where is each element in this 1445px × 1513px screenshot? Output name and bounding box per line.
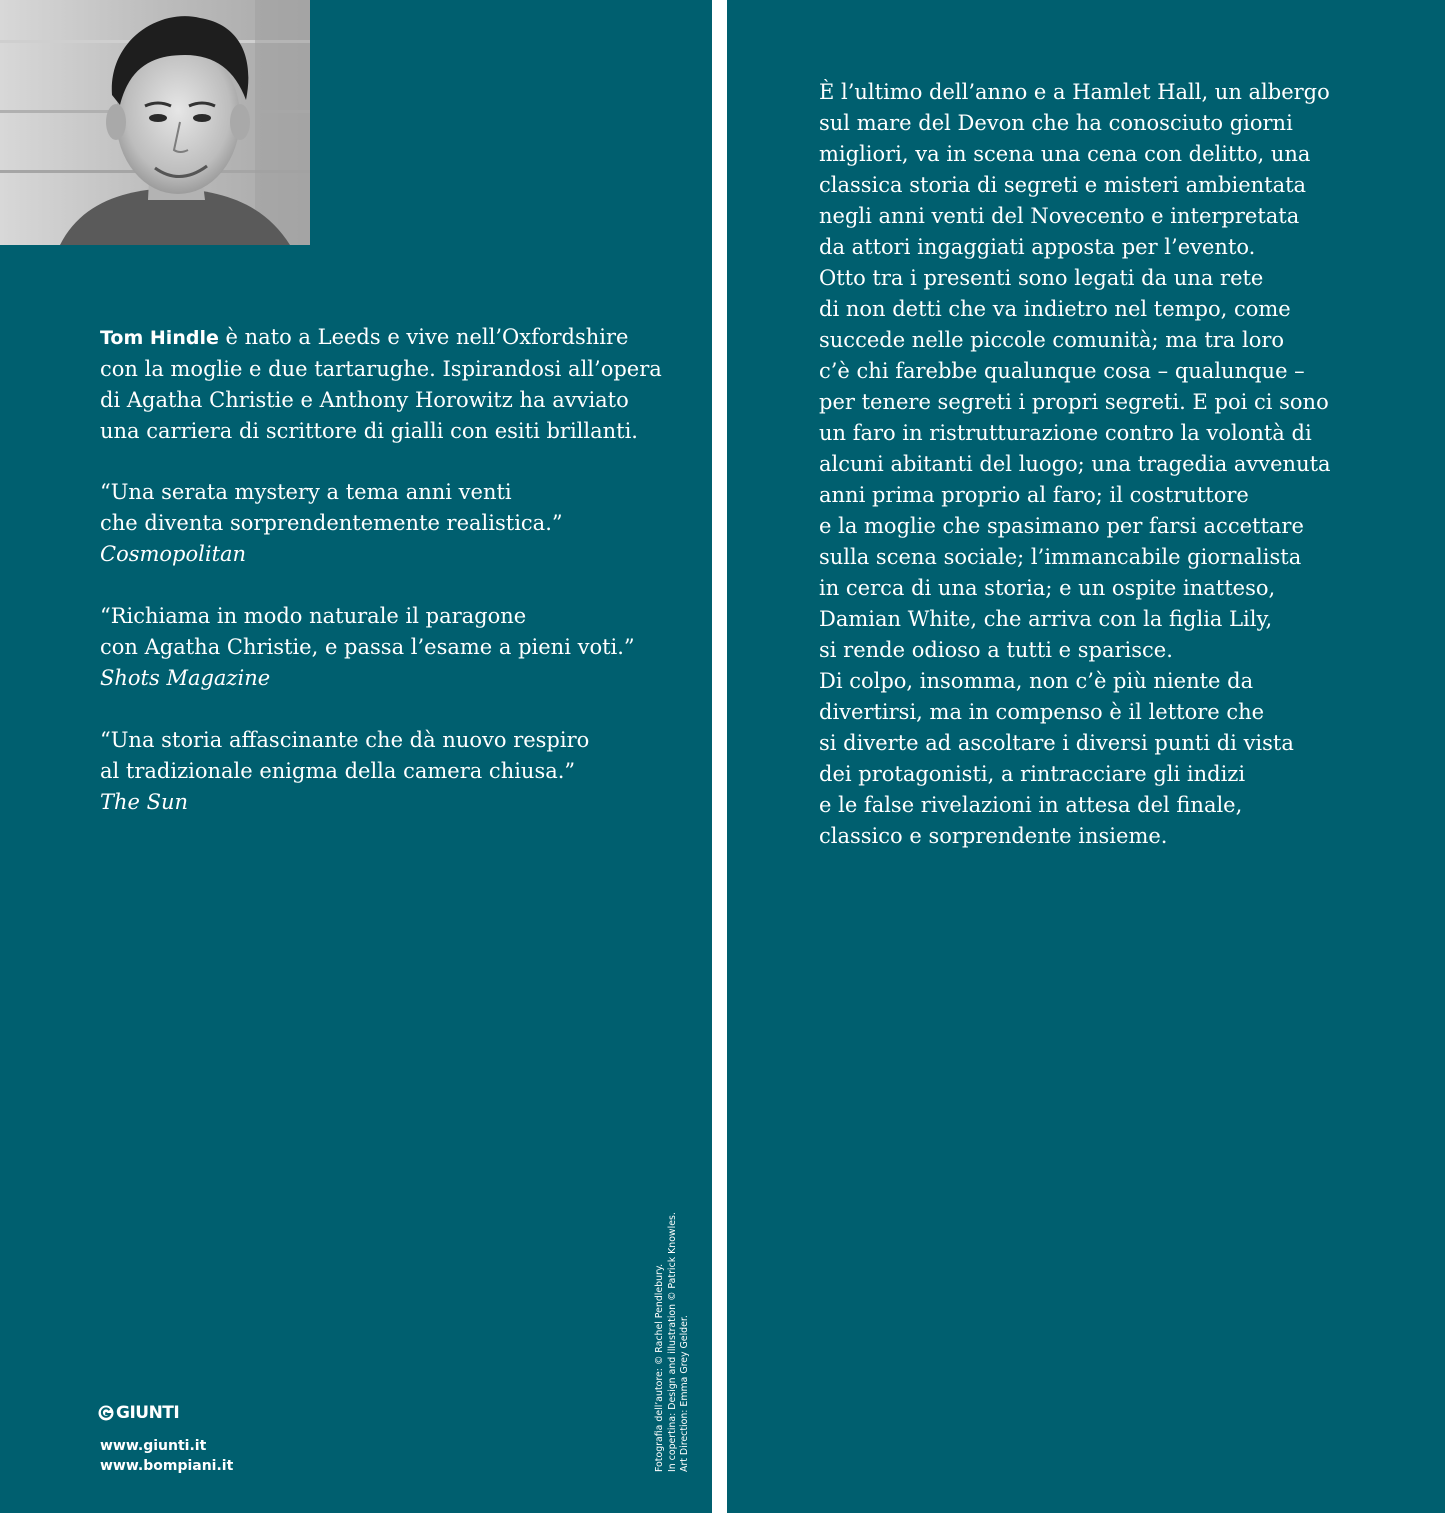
author-bio-line: con la moglie e due tartarughe. Ispirandosi all’opera — [100, 357, 662, 381]
blurb-line: migliori, va in scena una cena con delitto, una — [819, 142, 1311, 166]
blurb-line: e la moglie che spasimano per farsi accettare — [819, 514, 1304, 538]
blurb-line: classico e sorprendente insieme. — [819, 824, 1168, 848]
author-bio — [100, 322, 700, 447]
blurb-line: per tenere segreti i propri segreti. E poi ci sono — [819, 390, 1329, 414]
blurb-line: alcuni abitanti del luogo; una tragedia avvenuta — [819, 452, 1331, 476]
author-photo — [0, 0, 310, 245]
blurb-line: Di colpo, insomma, non c’è più niente da — [819, 669, 1254, 693]
front-flap-right — [727, 0, 1445, 1513]
author-portrait-icon — [0, 0, 310, 245]
quote-source: Cosmopolitan — [100, 542, 247, 566]
blurb-line: da attori ingaggiati apposta per l’evento. — [819, 235, 1256, 259]
blurb-line: un faro in ristrutturazione contro la volontà di — [819, 421, 1312, 445]
blurb-line: dei protagonisti, a rintracciare gli indizi — [819, 762, 1246, 786]
back-flap-left — [0, 0, 712, 1513]
review-quote-shots-magazine — [100, 601, 700, 694]
website-link[interactable]: www.bompiani.it — [100, 1458, 234, 1474]
quote-line: che diventa sorprendentemente realistica.” — [100, 511, 563, 535]
credit-line: In copertina: Design and illustration © Patrick Knowles. — [666, 1212, 678, 1472]
website-link[interactable]: www.giunti.it — [100, 1438, 207, 1454]
quote-line: “Una storia affascinante che dà nuovo respiro — [100, 728, 590, 752]
blurb-line: in cerca di una storia; e un ospite inatteso, — [819, 576, 1276, 600]
blurb-line: e le false rivelazioni in attesa del finale, — [819, 793, 1243, 817]
blurb-line: si rende odioso a tutti e sparisce. — [819, 638, 1173, 662]
quote-source: The Sun — [100, 790, 189, 814]
publisher-logo — [98, 1403, 179, 1423]
review-quote-the-sun — [100, 725, 700, 818]
review-quote-cosmopolitan — [100, 477, 700, 570]
credit-line: Art Direction: Emma Grey Gelder. — [679, 1315, 690, 1472]
blurb-line: divertirsi, ma in compenso è il lettore che — [819, 700, 1265, 724]
blurb-line: Otto tra i presenti sono legati da una rete — [819, 266, 1264, 290]
blurb-line: negli anni venti del Novecento e interpretata — [819, 204, 1300, 228]
blurb-line: classica storia di segreti e misteri ambientata — [819, 173, 1307, 197]
credit-line: Fotografia dell’autore: © Rachel Pendlebury. — [654, 1263, 665, 1472]
blurb-line: sulla scena sociale; l’immancabile giornalista — [819, 545, 1302, 569]
blurb-line: si diverte ad ascoltare i diversi punti di vista — [819, 731, 1294, 755]
quote-source: Shots Magazine — [100, 666, 271, 690]
author-bio-line: una carriera di scrittore di gialli con esiti brillanti. — [100, 419, 638, 443]
author-name: Tom Hindle — [100, 327, 219, 349]
author-bio-text: è nato a Leeds e vive nell’Oxfordshire — [218, 325, 629, 349]
blurb-line: È l’ultimo dell’anno e a Hamlet Hall, un albergo — [819, 80, 1330, 104]
blurb-line: succede nelle piccole comunità; ma tra loro — [819, 328, 1285, 352]
blurb-line: Damian White, che arriva con la figlia Lily, — [819, 607, 1273, 631]
image-credits — [654, 1202, 692, 1472]
quote-line: “Una serata mystery a tema anni venti — [100, 480, 512, 504]
quote-line: con Agatha Christie, e passa l’esame a pieni voti.” — [100, 635, 635, 659]
publisher-logo-text: GIUNTI — [116, 1403, 180, 1423]
quote-line: al tradizionale enigma della camera chiusa.” — [100, 759, 576, 783]
blurb-line: c’è chi farebbe qualunque cosa – qualunque – — [819, 359, 1305, 383]
author-bio-line: di Agatha Christie e Anthony Horowitz ha avviato — [100, 388, 629, 412]
author-bio-line — [100, 322, 700, 354]
blurb-line: di non detti che va indietro nel tempo, come — [819, 297, 1291, 321]
quote-line: “Richiama in modo naturale il paragone — [100, 604, 527, 628]
blurb-line: anni prima proprio al faro; il costruttore — [819, 483, 1249, 507]
blurb-line: sul mare del Devon che ha conosciuto giorni — [819, 111, 1293, 135]
giunti-g-logo-icon — [98, 1405, 114, 1421]
publisher-websites — [100, 1436, 233, 1476]
book-blurb — [819, 77, 1429, 852]
